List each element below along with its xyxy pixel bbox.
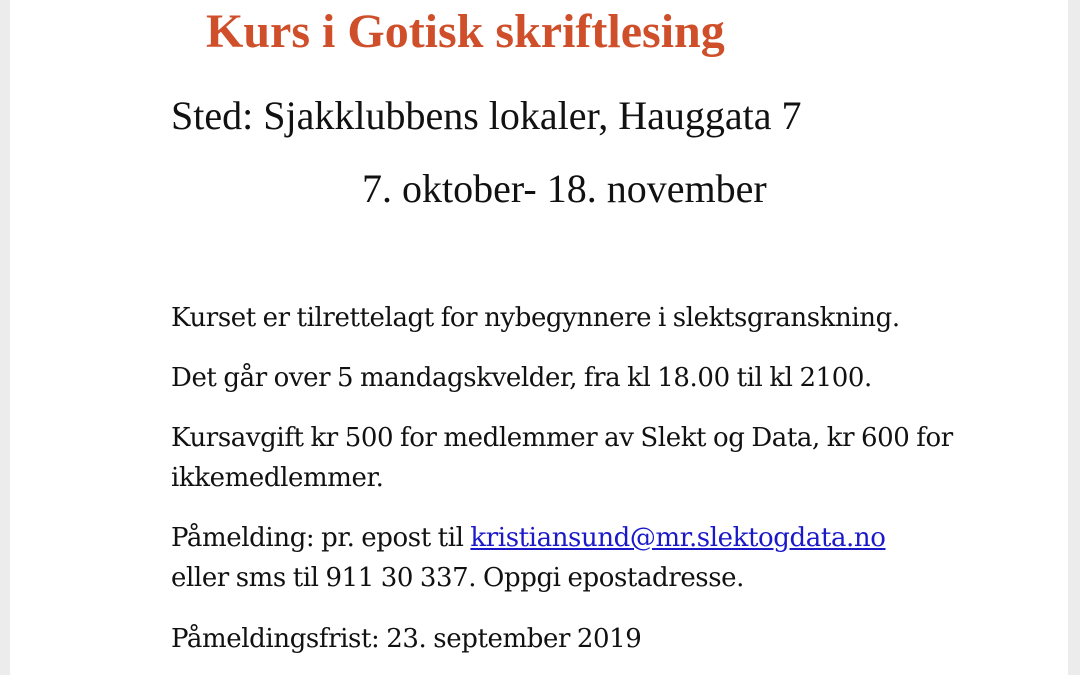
fee-paragraph: Kursavgift kr 500 for medlemmer av Slekt og Data, kr 600 for ikkemedlemmer. xyxy=(171,423,953,493)
audience-paragraph: Kurset er tilrettelagt for nybegynnere i slektsgranskning. xyxy=(171,303,900,333)
course-dates: 7. oktober- 18. november xyxy=(362,166,767,211)
course-title: Kurs i Gotisk skriftlesing xyxy=(206,5,725,58)
registration-suffix: eller sms til 911 30 337. Oppgi epostadresse. xyxy=(171,563,745,593)
email-link[interactable]: kristiansund@mr.slektogdata.no xyxy=(470,523,886,553)
deadline-paragraph: Påmeldingsfrist: 23. september 2019 xyxy=(171,624,642,654)
registration-prefix: Påmelding: pr. epost til xyxy=(171,523,471,553)
notice-page xyxy=(10,0,1068,675)
course-location: Sted: Sjakklubbens lokaler, Hauggata 7 xyxy=(171,93,802,138)
schedule-paragraph: Det går over 5 mandagskvelder, fra kl 18.00 til kl 2100. xyxy=(171,363,872,393)
registration-paragraph xyxy=(171,518,1051,598)
